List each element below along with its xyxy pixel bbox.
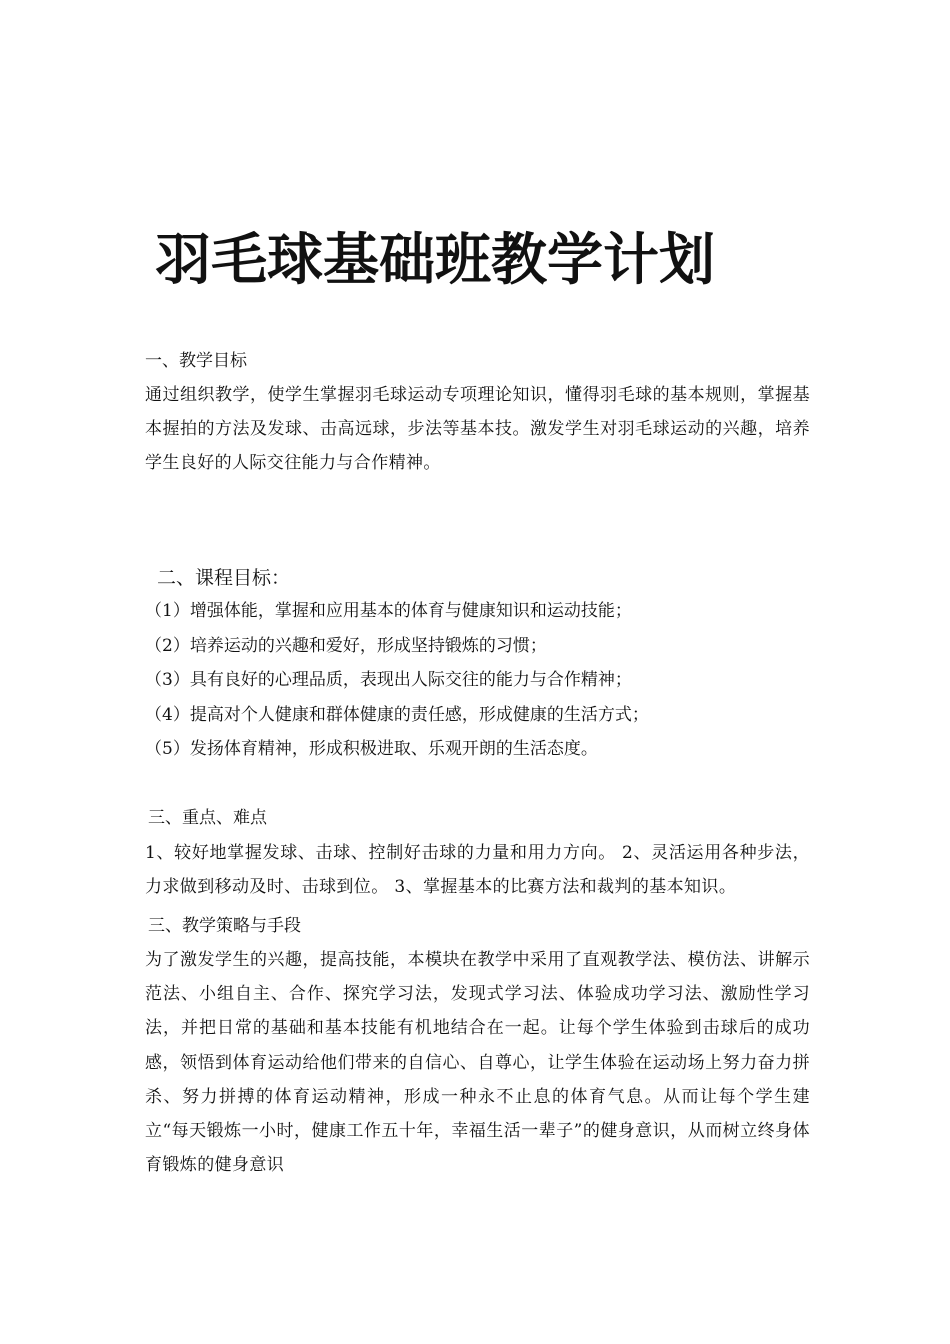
list-item: （5）发扬体育精神，形成积极进取、乐观开朗的生活态度。	[145, 739, 598, 759]
list-item: （4）提高对个人健康和群体健康的责任感，形成健康的生活方式；	[145, 704, 649, 725]
list-item: （1）增强体能，掌握和应用基本的体育与健康知识和运动技能；	[145, 601, 632, 621]
section-body-strategies: 为了激发学生的兴趣，提高技能，本模块在教学中采用了直观教学法、模仿法、讲解示范法、小组自主、合作、探究学习法，发现式学习法、体验成功学习法、激励性学习法，并把日常的基础和基本技能有机地结合在一起。让每个学生体验到击球后的成功感，领悟到体育运动给他们带来的自信心、自尊心，让学生体验在运动场上努力奋力拼杀、努力拼搏的体育运动精神，形成一种永不止息的体育气息。从而让每个学生建立“每天锻炼一小时，健康工作五十年，幸福生活一辈子”的健身意识，从而树立终身体育锻炼的健身意识	[145, 950, 810, 1176]
section-body-teaching-goals: 通过组织教学，使学生掌握羽毛球运动专项理论知识，懂得羽毛球的基本规则，掌握基本握拍的方法及发球、击高远球，步法等基本技。激发学生对羽毛球运动的兴趣，培养学生良好的人际交往能力与合作精神。	[145, 385, 810, 473]
list-item: （2）培养运动的兴趣和爱好，形成坚持锻炼的习惯；	[145, 635, 547, 656]
list-item: （3）具有良好的心理品质，表现出人际交往的能力与合作精神；	[145, 670, 632, 690]
section-heading-key-points: 三、重点、难点	[148, 808, 267, 828]
course-goals-list	[145, 594, 810, 767]
document-title: 羽毛球基础班教学计划	[155, 228, 715, 293]
section-heading-course-goals: 二、课程目标：	[157, 567, 291, 589]
section-body-key-points: 1、较好地掌握发球、击球、控制好击球的力量和用力方向。 2、灵活运用各种步法，力求做到移动及时、击球到位。 3、掌握基本的比赛方法和裁判的基本知识。	[145, 843, 810, 897]
section-heading-teaching-goals: 一、教学目标	[145, 351, 247, 371]
section-heading-strategies: 三、教学策略与手段	[148, 916, 301, 936]
